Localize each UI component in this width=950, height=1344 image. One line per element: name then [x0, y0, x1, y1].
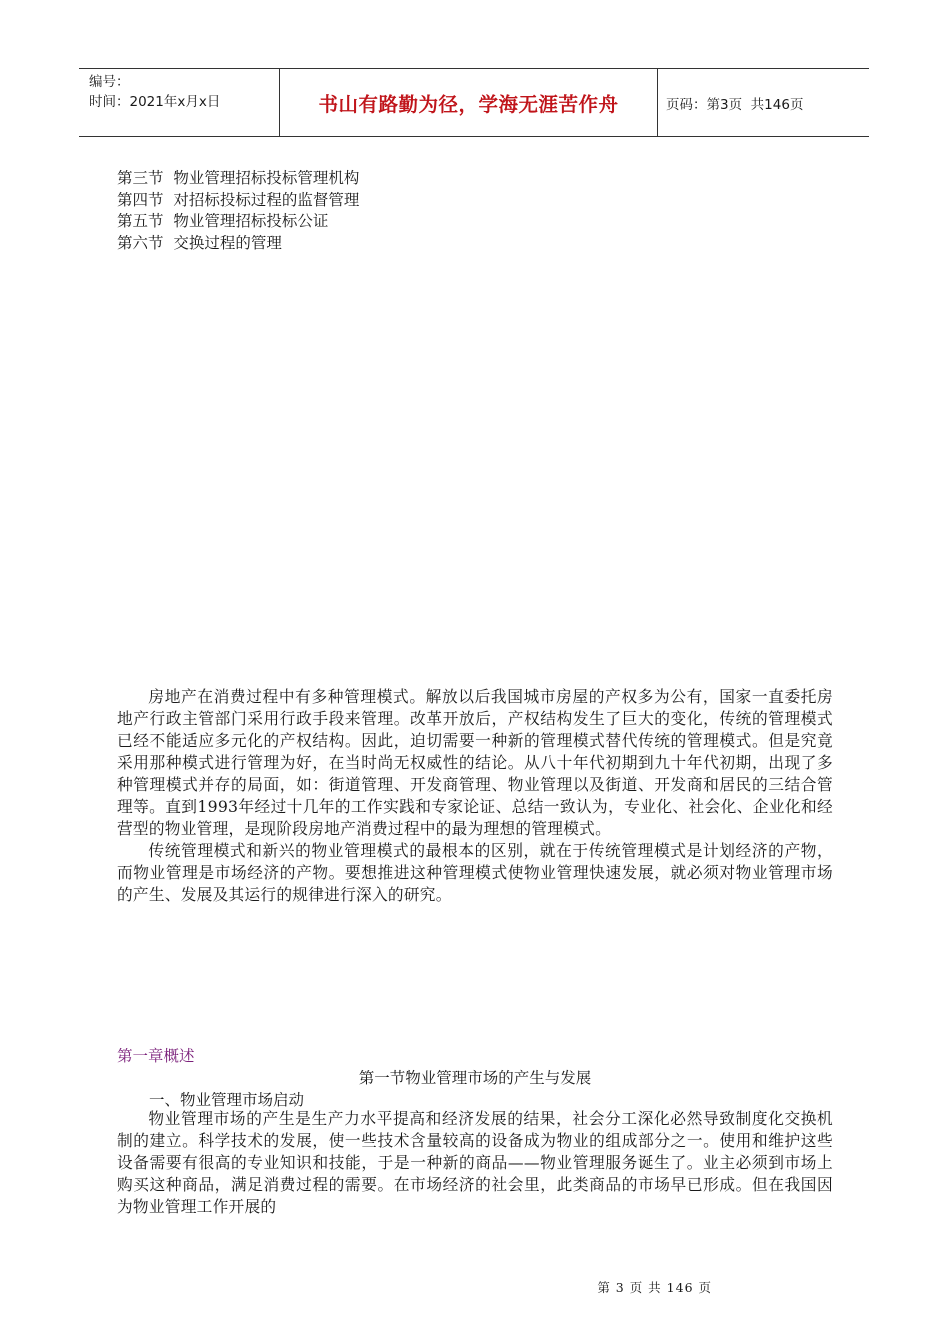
paragraph: 物业管理市场的产生是生产力水平提高和经济发展的结果，社会分工深化必然导致制度化交换机制的建立。科学技术的发展，使一些技术含量较高的设备成为物业的组成部分之一。使用和维护这些设备需要有很高的专业知识和技能，于是一种新的商品——物业管理服务诞生了。业主必须到市场上购买这种商品，满足消费过程的需要。在市场经济的社会里，此类商品的市场早已形成。但在我国因为物业管理工作开展的: [117, 1109, 833, 1216]
motto-text: 书山有路勤为径，学海无涯苦作舟: [318, 92, 619, 116]
subsection-title: 一、物业管理市场启动: [149, 1091, 305, 1109]
code-label: 编号：: [89, 74, 130, 90]
toc-item: 第五节 物业管理招标投标公证: [117, 212, 329, 230]
page-footer: [0, 1278, 950, 1296]
time-label: 时间：2021年x月x日: [89, 94, 221, 110]
header-meta: [79, 69, 280, 136]
chapter-title: 第一章概述: [117, 1047, 195, 1065]
table-of-contents: [117, 168, 359, 254]
toc-item: 第六节 交换过程的管理: [117, 233, 282, 252]
page-info-text: 页码：第3页 共146页: [666, 96, 804, 113]
intro-text: [117, 686, 833, 906]
toc-item: 第三节 物业管理招标投标管理机构: [117, 169, 360, 187]
paragraph: 房地产在消费过程中有多种管理模式。解放以后我国城市房屋的产权多为公有，国家一直委托房地产行政主管部门采用行政手段来管理。改革开放后，产权结构发生了巨大的变化，传统的管理模式已经不能适应多元化的产权结构。因此，迫切需要一种新的管理模式替代传统的管理模式。但是究竟采用那种模式进行管理为好，在当时尚无权威性的结论。从八十年代初期到九十年代初期，出现了多种管理模式并存的局面，如：街道管理、开发商管理、物业管理以及街道、开发商和居民的三结合管理等。直到1993年经过十几年的工作实践和专家论证、总结一致认为，专业化、社会化、企业化和经营型的物业管理，是现阶段房地产消费过程中的最为理想的管理模式。: [117, 687, 833, 838]
footer-page-number: 第 3 页 共 146 页: [597, 1280, 712, 1295]
page-header: [79, 68, 869, 137]
toc-item: 第四节 对招标投标过程的监督管理: [117, 190, 360, 209]
section-title: 第一节物业管理市场的产生与发展: [358, 1069, 592, 1087]
body-text: [117, 1108, 833, 1218]
header-motto: [280, 69, 658, 136]
paragraph: 传统管理模式和新兴的物业管理模式的最根本的区别，就在于传统管理模式是计划经济的产物，而物业管理是市场经济的产物。要想推进这种管理模式使物业管理快速发展，就必须对物业管理市场的产生、发展及其运行的规律进行深入的研究。: [117, 841, 833, 904]
header-page-info: [658, 69, 869, 136]
